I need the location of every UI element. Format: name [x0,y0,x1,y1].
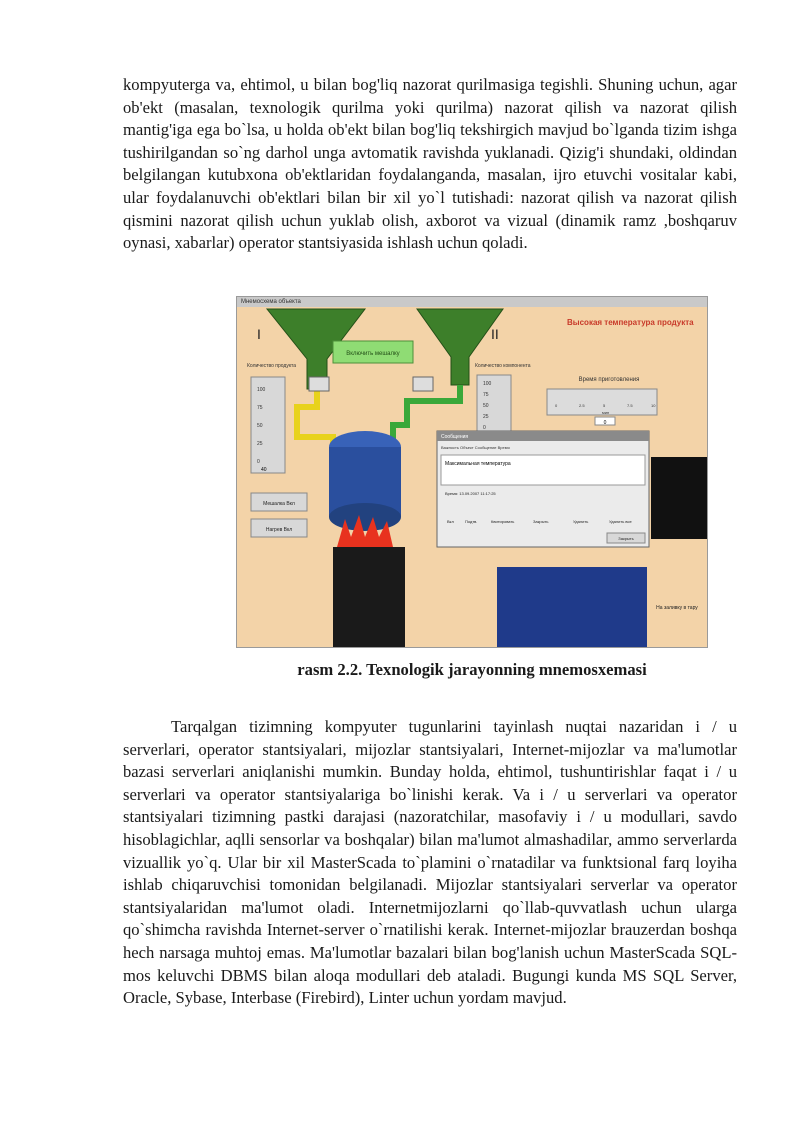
paragraph-2: Tarqalgan tizimning kompyuter tugunlarini tayinlash nuqtai nazaridan i / u serverlari, operator stantsiyalari, mijozlar stantsiyalari, Internet-mijozlar va ma'lumotlar bazasi serverlari aniqlanishi mumkin. Bunday holda, ehtimol, tushuntirishlar faqat i / u serverlari va operator stantsiyalariga bo`linishi kerak. Va i / u serverlari va operator stantsiyalari tizimning pastki darajasi (nazoratchilar, masofaviy i / u modullari, savdo hisoblagichlar, aqlli sensorlar va boshqalar) bilan ma'lumot almashadilar, ammo serverlarda vizuallik yo`q. Ular bir xil MasterScada to`plamini o`rnatadilar va funktsional farq loyiha ishlab chiqaruvchisi tomonidan belgilanadi. Mijozlar stantsiyalari serverlar va operator stantsiyalaridan ma'lumot oladi. Internetmijozlarni qo`llab-quvvatlash uchun ularga qo`shimcha ravishda Internet-server o`rnatilishi kerak. Internet-mijozlar brauzerdan boshqa hech narsaga muhtoj emas. Ma'lumotlar bazalari bilan bog'lanish uchun MasterScada SQL-mos keluvchi DBMS bilan aloqa modullari deb ataladi. Bugungi kunda MS SQL Server, Oracle, Sybase, Interbase (Firebird), Linter uchun yordam mavjud. [123,717,737,1008]
time-value: 0 [603,420,607,426]
figure-window-title: Мнемосхема объекта [237,297,707,307]
mnemonic-diagram-figure [236,296,708,648]
gauge-1-tick: 50 [257,423,263,429]
trend-display [651,457,707,539]
gauge-1-tick: 25 [257,441,263,447]
dialog-title-bar [437,431,649,441]
high-temp-title [567,318,694,327]
tank-bottom [329,503,401,531]
dialog-checkbox-2[interactable]: Подтв. [465,519,478,524]
gauge-2-tick: 75 [483,392,489,398]
high-temp-title-text: Высокая температура продукта [567,318,694,327]
gauge-1-tick: 100 [257,387,266,393]
figure-caption: rasm 2.2. Texnologik jarayonning mnemosxemasi [297,660,647,679]
level-label-2: Количество компонента [475,363,531,369]
product-container [497,567,647,647]
level-value-1: 40 [261,467,267,473]
time-label: Время приготовления [578,377,640,383]
gauge-2-tick: 100 [483,381,492,387]
bottom-right-label: На заливку в тару [656,605,698,611]
gauge-1-tick: 0 [257,459,260,465]
gauge-2-tick: 25 [483,414,489,420]
mixer-on-button-label: Включить мешалку [346,351,400,357]
dialog-ack-button[interactable]: Квитировать [491,519,515,524]
dialog-delete-all-btn[interactable]: Удалить все [609,519,632,524]
time-tick: 5 [603,403,606,408]
gauge-1-tick: 75 [257,405,263,411]
time-unit: мин [602,410,610,415]
paragraph-1: kompyuterga va, ehtimol, u bilan bog'liq nazorat qurilmasiga tegishli. Shuning uchun, agar ob'ekt (masalan, texnologik qurilma yoki qurilma) nazorat qilish va nazorat qilish mantig'iga ega bo`lsa, u holda ob'ekt bilan bog'liq tekshirgich mavjud bo`lganda tizim ishga tushirilgandan so`ng darhol unga avtomatik ravishda yuklanadi. Qizig'i shundaki, oldindan belgilangan kutubxona ob'ektlaridan foydalanganda, masalan, ijro etuvchi vositalar kabi, ular foydalanuvchi ob'ektlari bilan bir xil yo`l tutishadi: nazorat qilish va nazorat qilish qismini nazorat qilish uchun yuklab olish, axborot va vizual (dinamik ramz ,boshqaruv oynasi, xabarlar) operator stantsiyasida ishlash uchun qoladi. [123,75,737,253]
dialog-close-btn[interactable]: Закрыть [533,519,549,524]
mixer-button-label: Мешалка Вкл [263,501,295,507]
time-tick: 10 [651,403,656,408]
heater-button-label: Нагрев Вкл [265,527,293,533]
dialog-delete-btn[interactable]: Удалить [573,519,589,524]
dialog-checkbox-1[interactable]: Вкл [447,519,454,524]
valve-left[interactable] [309,377,329,391]
valve-right[interactable] [413,377,433,391]
dialog-time: Время: 13.09.2007 11:17:25 [445,491,496,496]
time-tick: 2.5 [579,403,585,408]
tank-label-2: II [491,326,499,342]
level-label-1: Количество продукта [247,363,297,369]
gauge-2-tick: 0 [483,425,486,431]
gauge-2-tick: 50 [483,403,489,409]
time-tick: 0 [555,403,558,408]
dialog-title: Сообщения [441,434,469,440]
tank-label-1: I [257,326,261,342]
burner-base [333,547,405,647]
dialog-message-box [441,455,645,485]
dialog-columns: Важность Объект Сообщение Время [441,445,510,450]
dialog-close-button-label: Закрыть [618,536,634,541]
dialog-message: Максимальная температура [445,461,511,467]
time-tick: 7.5 [627,403,633,408]
